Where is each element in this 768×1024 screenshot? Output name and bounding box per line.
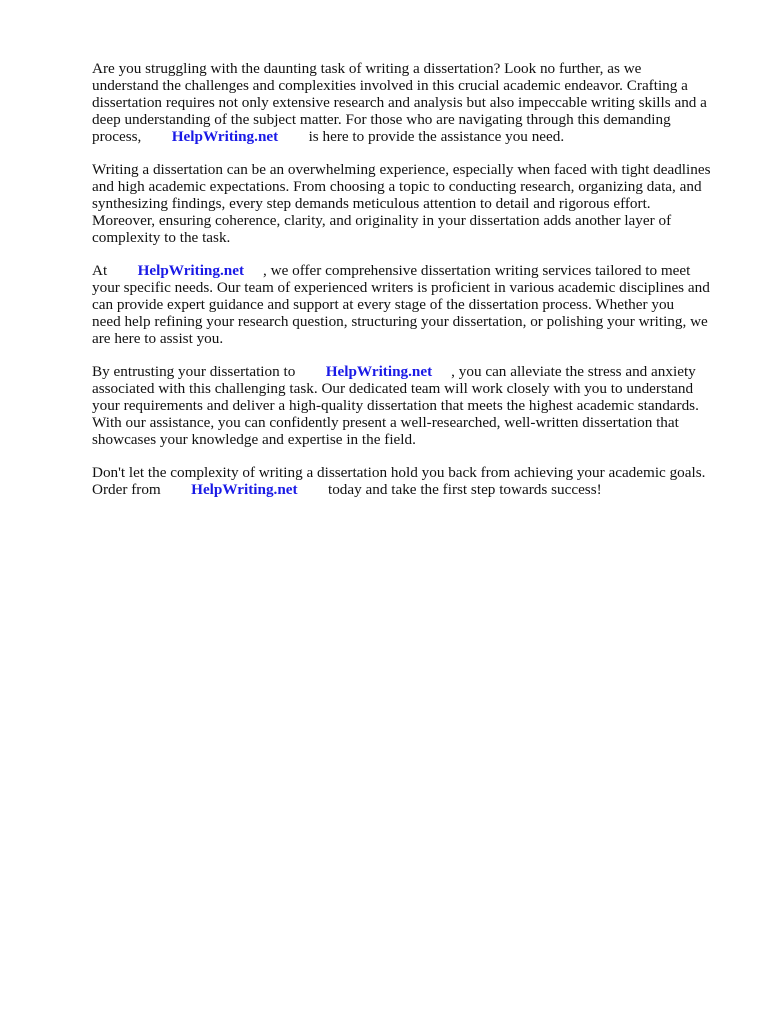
text-line: and high academic expectations. From choosing a topic to conducting research, organizing data, and <box>92 178 702 195</box>
text-line: synthesizing findings, every step demands meticulous attention to detail and rigorous effort. <box>92 195 651 212</box>
text-line: are here to assist you. <box>92 330 224 347</box>
paragraph-challenges <box>92 161 724 246</box>
text-line: associated with this challenging task. Our dedicated team will work closely with you to understand <box>92 380 694 397</box>
text-fragment: Order from <box>92 481 161 498</box>
text-fragment: By entrusting your dissertation to <box>92 363 296 380</box>
text-line <box>92 128 724 145</box>
text-line: Moreover, ensuring coherence, clarity, and originality in your dissertation adds another layer of <box>92 212 672 229</box>
text-fragment: process, <box>92 128 142 145</box>
text-fragment: , you can alleviate the stress and anxiety <box>451 363 696 380</box>
helpwriting-link[interactable]: HelpWriting.net <box>137 262 245 279</box>
text-line: deep understanding of the subject matter. For those who are navigating through this demanding <box>92 111 671 128</box>
text-line: complexity to the task. <box>92 229 231 246</box>
helpwriting-link[interactable]: HelpWriting.net <box>191 481 298 498</box>
paragraph-call-to-action <box>92 464 724 498</box>
text-fragment: At <box>92 262 108 279</box>
helpwriting-link[interactable]: HelpWriting.net <box>171 128 279 145</box>
text-line: understand the challenges and complexities involved in this crucial academic endeavor. Crafting a <box>92 77 688 94</box>
text-line: Are you struggling with the daunting task of writing a dissertation? Look no further, as we <box>92 60 642 77</box>
text-fragment: , we offer comprehensive dissertation writing services tailored to meet <box>263 262 691 279</box>
text-line <box>92 262 724 279</box>
text-line: can provide expert guidance and support at every stage of the dissertation process. Whether you <box>92 296 675 313</box>
text-fragment: is here to provide the assistance you need. <box>308 128 565 145</box>
text-line: Writing a dissertation can be an overwhelming experience, especially when faced with tight deadlines <box>92 161 711 178</box>
paragraph-services <box>92 262 724 347</box>
text-line <box>92 363 724 380</box>
text-line <box>92 481 724 498</box>
paragraph-entrusting <box>92 363 724 448</box>
helpwriting-link[interactable]: HelpWriting.net <box>325 363 433 380</box>
text-line: your requirements and deliver a high-quality dissertation that meets the highest academic standards. <box>92 397 699 414</box>
text-fragment: today and take the first step towards success! <box>327 481 602 498</box>
text-line: your specific needs. Our team of experienced writers is proficient in various academic disciplines and <box>92 279 710 296</box>
text-line: dissertation requires not only extensive research and analysis but also impeccable writing skills and a <box>92 94 707 111</box>
paragraph-intro <box>92 60 724 145</box>
text-line: With our assistance, you can confidently present a well-researched, well-written dissertation that <box>92 414 679 431</box>
text-line: Don't let the complexity of writing a dissertation hold you back from achieving your academic goals. <box>92 464 706 481</box>
text-line: showcases your knowledge and expertise in the field. <box>92 431 416 448</box>
text-line: need help refining your research question, structuring your dissertation, or polishing your writing, we <box>92 313 708 330</box>
